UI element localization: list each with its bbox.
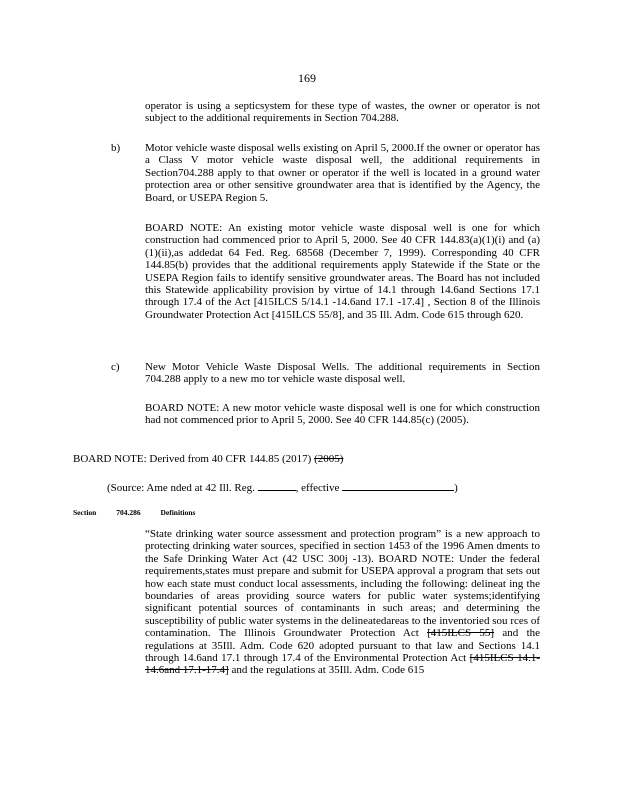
definitions-struck1: [415ILCS 55] <box>427 627 495 640</box>
board-note-text: BOARD NOTE: Derived from 40 CFR 144.85 (2017) <box>73 453 312 465</box>
definitions-struck2: [415ILCS 14.1-14.6and 17.1-17.4] <box>145 652 540 677</box>
page-number: 169 <box>298 71 316 85</box>
source-suffix: ) <box>454 482 458 494</box>
section-number: 704.286 <box>116 508 141 517</box>
definitions-part1: “State drinking water source assessment and protection program” is a new approach to protecting drinking water sources, specified in section 1453 of the 1996 Amen dments to the Safe Drinking Water Act (42 USC 300j -13). BOARD NOTE: Under the federal requirements,states must prepare and submit for USEPA approval a program that sets out how each state must conduct local assessments, including the following: delineat ing the boundaries of areas providing source waters for public water systems;identifying significant potential sources of contaminants in such areas; and determining the susceptibility of public water systems in the delineatedareas to the inventoried sou rces of contamination. The Illinois Groundwater Protection Act <box>145 528 540 640</box>
item-b-board-note: BOARD NOTE: An existing motor vehicle waste disposal well is one for which construction had commenced prior to April 5, 2000. See 40 CFR 144.83(a)(1)(i) and (a)(1)(ii),as addedat 64 Fed. Reg. 68568 (December 7, 1999). Corresponding 40 CFR 144.85(b) provides that the additional requirements apply Statewide if the State or the USEPA Region fails to identify sensitive groundwater areas. The Board has not included this Statewide applicability provision by virtue of 14.1 through 14.6and Sections 17.1 through 17.4 of the Act [415ILCS 5/14.1 -14.6and 17.1 -17.4] , Section 8 of the Illinois Groundwater Protection Act [415ILCS 55/8], and 35 Ill. Adm. Code 615 through 620. <box>145 222 540 321</box>
source-effective: , effective <box>295 482 340 494</box>
section-title: Definitions <box>160 508 196 517</box>
definitions-part2: and the regulations at 35Ill. Adm. Code 620 adopted pursuant to that law and Sections 14.1 through 14.6and 17.1 through 17.4 of the Environmental Protection Act <box>145 627 541 665</box>
section-word: Section <box>73 508 97 517</box>
source-prefix: (Source: Ame nded at 42 Ill. Reg. <box>107 482 255 494</box>
section-heading <box>73 508 195 517</box>
source-reg-blank <box>258 480 296 491</box>
item-c-board-note: BOARD NOTE: A new motor vehicle waste disposal well is one for which construction had not commenced prior to April 5, 2000. See 40 CFR 144.85(c) (2005). <box>145 402 540 427</box>
board-note-struck: (2005) <box>314 453 344 465</box>
source-note <box>107 480 547 494</box>
board-note <box>73 453 343 465</box>
item-c-text: New Motor Vehicle Waste Disposal Wells. The additional requirements in Section 704.288 apply to a new mo tor vehicle waste disposal well. <box>145 361 540 386</box>
source-effective-blank <box>342 480 454 491</box>
continuation-paragraph: operator is using a septicsystem for these type of wastes, the owner or operator is not subject to the additional requirements in Section 704.288. <box>145 100 540 125</box>
definitions-part3: and the regulations at 35Ill. Adm. Code 615 <box>231 664 425 677</box>
definitions-paragraph <box>145 528 540 677</box>
item-c-label: c) <box>111 361 120 373</box>
item-b-text: Motor vehicle waste disposal wells existing on April 5, 2000.If the owner or operator has a Class V motor vehicle waste disposal well, the additional requirements in Section704.288 apply to that owner or operator if the well is located in a ground water protection area or other sensitive groundwater area that is identified by the Agency, the Board, or USEPA Region 5. <box>145 142 540 204</box>
item-b-label: b) <box>111 142 121 154</box>
